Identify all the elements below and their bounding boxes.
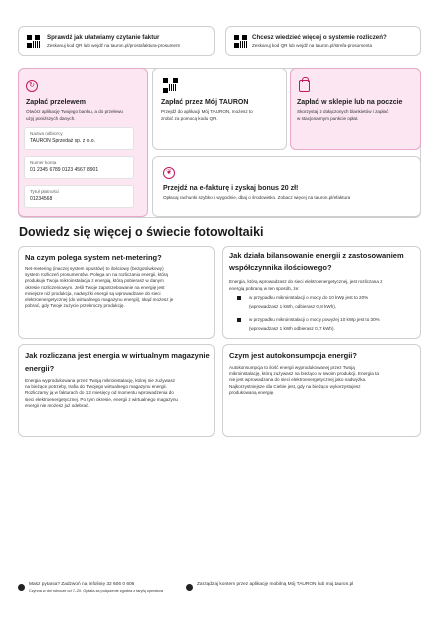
qr-billing-subtitle: Zeskanuj kod QR lub wejdź na tauron.pl/strefa-prosumenta [252, 43, 373, 48]
balancing-card [222, 246, 421, 339]
qr-invoice-box[interactable] [18, 26, 215, 56]
bullet-icon [237, 296, 241, 300]
transfer-desc-1: Otwórz aplikację Twojego banku, a do przelewu [26, 109, 123, 114]
virtual-storage-title-2: energii? [25, 364, 55, 373]
qr-code-icon [163, 78, 178, 93]
text-line: w przypadku mikroinstalacji o mocy do 10 kWp jest to 20% [249, 295, 369, 300]
qr-invoice-title: Sprawdź jak ułatwiamy czytanie faktur [47, 34, 160, 41]
autoconsumption-text [229, 365, 419, 396]
qr-code-icon [27, 35, 40, 48]
text-line: Energia wyprodukowana przez Twoją mikroinstalację, której nie zużywasz [25, 378, 176, 383]
transfer-icon: ↻ [26, 80, 38, 92]
text-line: nie jest wprowadzana do sieci elektroenergetycznej jako nadwyżka. [229, 377, 367, 383]
user-icon [186, 584, 193, 591]
recipient-value: TAURON Sprzedaż sp. z o.o. [30, 138, 95, 144]
text-line: produkowaną energię. [229, 389, 275, 395]
text-line: mikroinstalację, którą zużywasz na bieżąco w swoim produkcji. Energia ta [229, 371, 379, 377]
text-line: na bieżące potrzeby, trafia do Twojego wirtualnego magazynu energii. [25, 384, 167, 390]
text-line: Net-metering (inaczej system opustów) to ilościowy (bezgotówkowy) [25, 266, 164, 271]
transfer-desc-2: użyj poniższych danych. [26, 116, 76, 121]
shopping-bag-icon [299, 80, 310, 92]
shop-pay-box [290, 68, 421, 150]
recipient-label: Nazwa odbiorcy [30, 131, 63, 136]
text-line: pobrać, gdy Twoje zużycie przekroczy produkcję. [25, 303, 125, 309]
footer-app[interactable]: Zarządzaj kontem przez aplikację mobilną Mój TAURON lub moj.tauron.pl [197, 582, 354, 587]
text-line: Autokonsumpcja to ilość energii wyprodukowanej przez Twoją [229, 365, 355, 370]
text-line: (wprowadzasz 1 kWh, odbierasz 0,8 kWh), [249, 304, 337, 309]
text-line: okresie rozliczeniowym. Jeśli Twoje zapotrzebowanie na energię jest [25, 284, 165, 290]
virtual-storage-title-1: Jak rozliczana jest energia w wirtualnym magazynie [25, 351, 210, 360]
autoconsumption-card [222, 344, 421, 437]
net-metering-card [18, 246, 215, 339]
app-pay-title: Zapłać przez Mój TAURON [161, 99, 249, 106]
text-line: Energia, którą wprowadzasz do sieci elektroenergetycznej, jest rozliczana z [229, 279, 383, 284]
phone-icon [18, 584, 25, 591]
text-line: Rozliczamy ją w fakturach do 12 miesięcy od momentu wprowadzenia do [25, 390, 174, 396]
account-label: Numer konta [30, 160, 57, 165]
text-line: elektroenergetycznej (do wirtualnego magazynu energii), skąd możesz je [25, 297, 174, 303]
balancing-title-2: współczynnika ilościowego? [229, 263, 332, 272]
net-metering-title: Na czym polega system net-metering? [25, 253, 162, 262]
text-line: (wprowadzasz 1 kWh odbierasz 0,7 kWh). [249, 326, 335, 331]
qr-billing-box[interactable] [225, 26, 421, 56]
text-line: produkuje Twoja mikroinstalacja z energią, którą pobierasz w danym [25, 278, 164, 284]
account-field [24, 156, 134, 179]
balancing-title-1: Jak działa bilansowanie energii z zastosowaniem [229, 251, 404, 260]
recipient-field [24, 127, 134, 150]
app-pay-desc-1: Przejdź do aplikacji Mój TAURON, możesz to [161, 109, 253, 114]
footer-hotline-note: Czynna w dni robocze od 7–20. Opłata za połączenie zgodna z taryfą operatora [29, 589, 164, 593]
qr-billing-title: Chcesz wiedzieć więcej o systemie rozliczeń? [252, 34, 387, 41]
payment-title-label: Tytuł płatności [30, 189, 60, 194]
qr-code-icon [234, 35, 247, 48]
footer-hotline [29, 582, 163, 594]
leaf-icon: ❦ [163, 167, 175, 179]
transfer-title: Zapłać przelewem [26, 99, 86, 106]
footer-hotline-text: Masz pytania? Zadzwoń na infolinię 32 606 0 606 [29, 582, 135, 587]
text-line: sieci elektroenergetycznej. Po tym okresie, energii z wirtualnego magazynu [25, 396, 178, 402]
autoconsumption-title: Czym jest autokonsumpcja energii? [229, 351, 357, 360]
bullet-icon [237, 318, 241, 322]
text-line: energii nie możesz już odebrać. [25, 402, 90, 408]
text-line: w przypadku mikroinstalacji o mocy powyżej 10 kWp jest to 30% [249, 317, 380, 322]
net-metering-text [25, 266, 213, 309]
text-line: Najkorzystniejsze dla Ciebie jest, gdy na bieżąco wykorzystujesz [229, 383, 361, 389]
virtual-storage-card [18, 344, 215, 437]
section-title: Dowiedz się więcej o świecie fotowoltaiki [19, 225, 264, 239]
shop-pay-title: Zapłać w sklepie lub na poczcie [297, 99, 403, 106]
account-value: 01 2345 6789 0123 4567 8901 [30, 167, 99, 173]
app-pay-box[interactable] [152, 68, 287, 150]
einvoice-box[interactable] [152, 156, 421, 217]
app-pay-desc-2: zrobić za pomocą kodu QR. [161, 116, 218, 121]
payment-title-field [24, 185, 134, 208]
einvoice-title: Przejdź na e-fakturę i zyskaj bonus 20 zł! [163, 185, 299, 192]
shop-pay-desc-2: w stacjonarnym punkcie opłat. [297, 116, 359, 121]
payment-title-value: 01234568 [30, 196, 53, 202]
virtual-storage-text [25, 378, 213, 409]
text-line: energią pobraną w ten sposób, że: [229, 286, 300, 291]
einvoice-desc: Opłacaj rachunki szybko i wygodnie, dbaj o środowisko. Zobacz więcej na tauron.pl/efaktura [163, 195, 351, 200]
text-line: system rozliczeń prosumentów. Polega on na rozliczaniu energii, którą [25, 272, 168, 278]
text-line: mniejsze niż produkcja, nadwyżki energii są wprowadzane do sieci [25, 290, 161, 296]
shop-pay-desc-1: Skorzystaj z dołączonych blankietów i zapłać [297, 109, 389, 114]
qr-invoice-subtitle: Zeskanuj kod QR lub wejdź na tauron.pl/prostafaktura-prosument [47, 43, 180, 48]
